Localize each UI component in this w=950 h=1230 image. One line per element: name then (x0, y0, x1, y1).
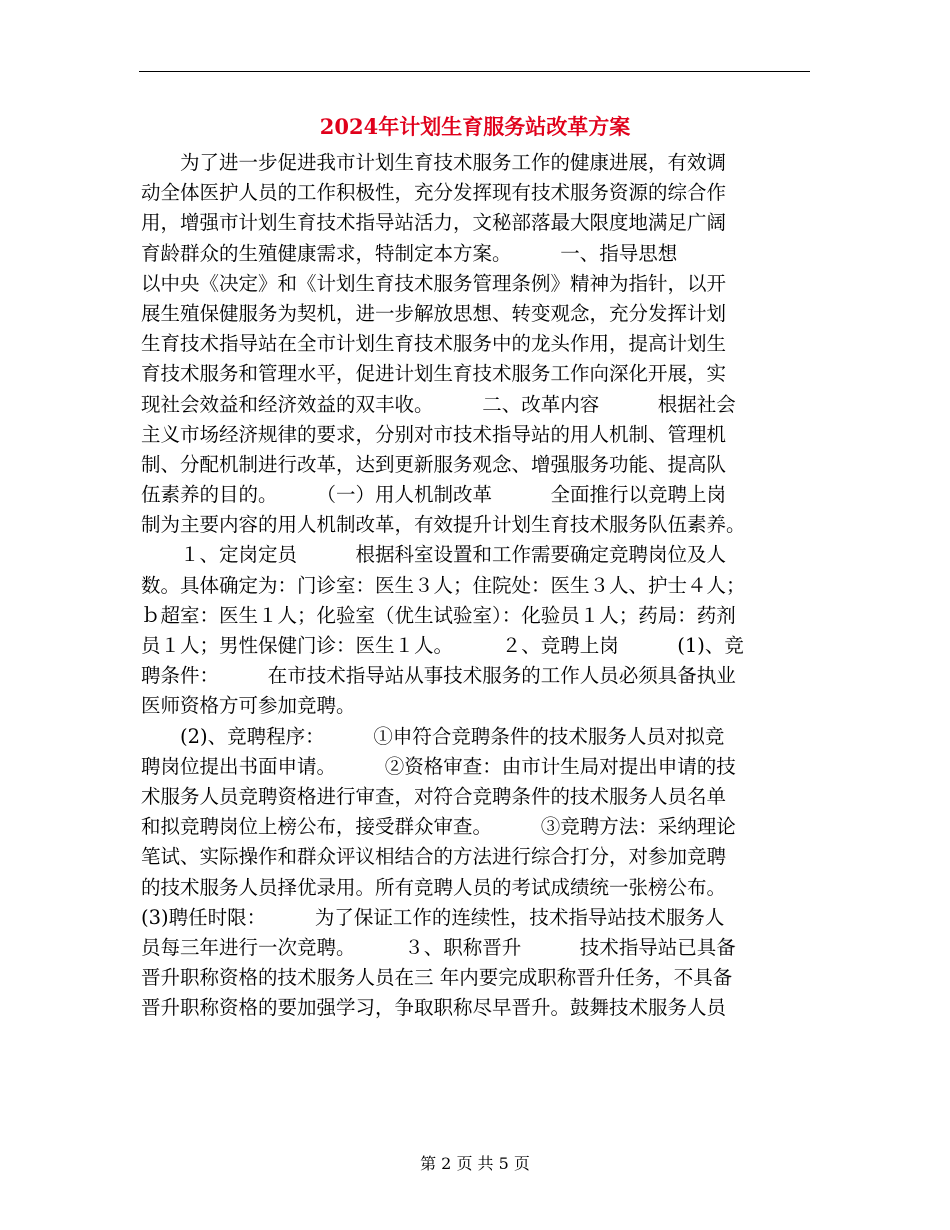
body-line: (2)、竞聘程序： ①申符合竞聘条件的技术服务人员对拟竞 (141, 724, 725, 748)
body-line: 主义市场经济规律的要求，分别对市技术指导站的用人机制、管理机 (141, 422, 727, 446)
header-rule (139, 71, 810, 72)
body-line: 以中央《决定》和《计划生育技术服务管理条例》精神为指针，以开 (141, 271, 727, 295)
body-line: 用，增强市计划生育技术指导站活力，文秘部落最大限度地满足广阔 (141, 211, 727, 235)
body-line: 和拟竞聘岗位上榜公布，接受群众审查。 ③竞聘方法：采纳理论 (141, 815, 736, 839)
body-line: 聘条件： 在市技术指导站从事技术服务的工作人员必须具备执业 (141, 664, 736, 688)
body-line: 晋升职称资格的技术服务人员在三 年内要完成职称晋升任务，不具备 (141, 966, 733, 990)
body-line: 术服务人员竞聘资格进行审查，对符合竞聘条件的技术服务人员名单 (141, 784, 727, 808)
body-line: 制为主要内容的用人机制改革，有效提升计划生育技术服务队伍素养。 (141, 513, 746, 537)
body-line: 伍素养的目的。 （一）用人机制改革 全面推行以竞聘上岗 (141, 483, 727, 507)
body-line: １、定岗定员 根据科室设置和工作需要确定竞聘岗位及人 (141, 543, 727, 567)
body-line: 制、分配机制进行改革，达到更新服务观念、增强服务功能、提高队 (141, 452, 727, 476)
body-line: 笔试、实际操作和群众评议相结合的方法进行综合打分，对参加竞聘 (141, 845, 727, 869)
body-line: (3)聘任时限： 为了保证工作的连续性，技术指导站技术服务人 (141, 905, 725, 929)
body-line: 育龄群众的生殖健康需求，特制定本方案。 一、指导思想 (141, 241, 678, 265)
body-line: 生育技术指导站在全市计划生育技术服务中的龙头作用，提高计划生 (141, 332, 727, 356)
body-line: 员每三年进行一次竞聘。 ３、职称晋升 技术指导站已具备 (141, 935, 736, 959)
body-line: 动全体医护人员的工作积极性，充分发挥现有技术服务资源的综合作 (141, 181, 727, 205)
body-line: 育技术服务和管理水平，促进计划生育技术服务工作向深化开展，实 (141, 362, 727, 386)
body-line: 展生殖保健服务为契机，进一步解放思想、转变观念，充分发挥计划 (141, 301, 727, 325)
body-line: 员１人；男性保健门诊：医生１人。 ２、竞聘上岗 (1)、竞 (141, 634, 744, 657)
body-line: 现社会效益和经济效益的双丰收。 二、改革内容 根据社会 (141, 392, 736, 416)
body-line: 的技术服务人员择优录用。所有竞聘人员的考试成绩统一张榜公布。 (141, 875, 727, 899)
body-line: 聘岗位提出书面申请。 ②资格审查：由市计生局对提出申请的技 (141, 754, 736, 778)
body-line: 数。具体确定为：门诊室：医生３人；住院处：医生３人、护士４人； (141, 573, 746, 597)
page-number: 第 2 页 共 5 页 (420, 1154, 530, 1173)
document-title: 2024年计划生育服务站改革方案 (319, 114, 631, 139)
body-line: 医师资格方可参加竞聘。 (141, 694, 356, 718)
body-line: ｂ超室：医生１人；化验室（优生试验室）：化验员１人；药局：药剂 (141, 603, 736, 627)
body-line: 为了进一步促进我市计划生育技术服务工作的健康进展，有效调 (141, 151, 727, 174)
document-body (141, 148, 811, 1023)
body-line: 晋升职称资格的要加强学习，争取职称尽早晋升。鼓舞技术服务人员 (141, 996, 727, 1020)
